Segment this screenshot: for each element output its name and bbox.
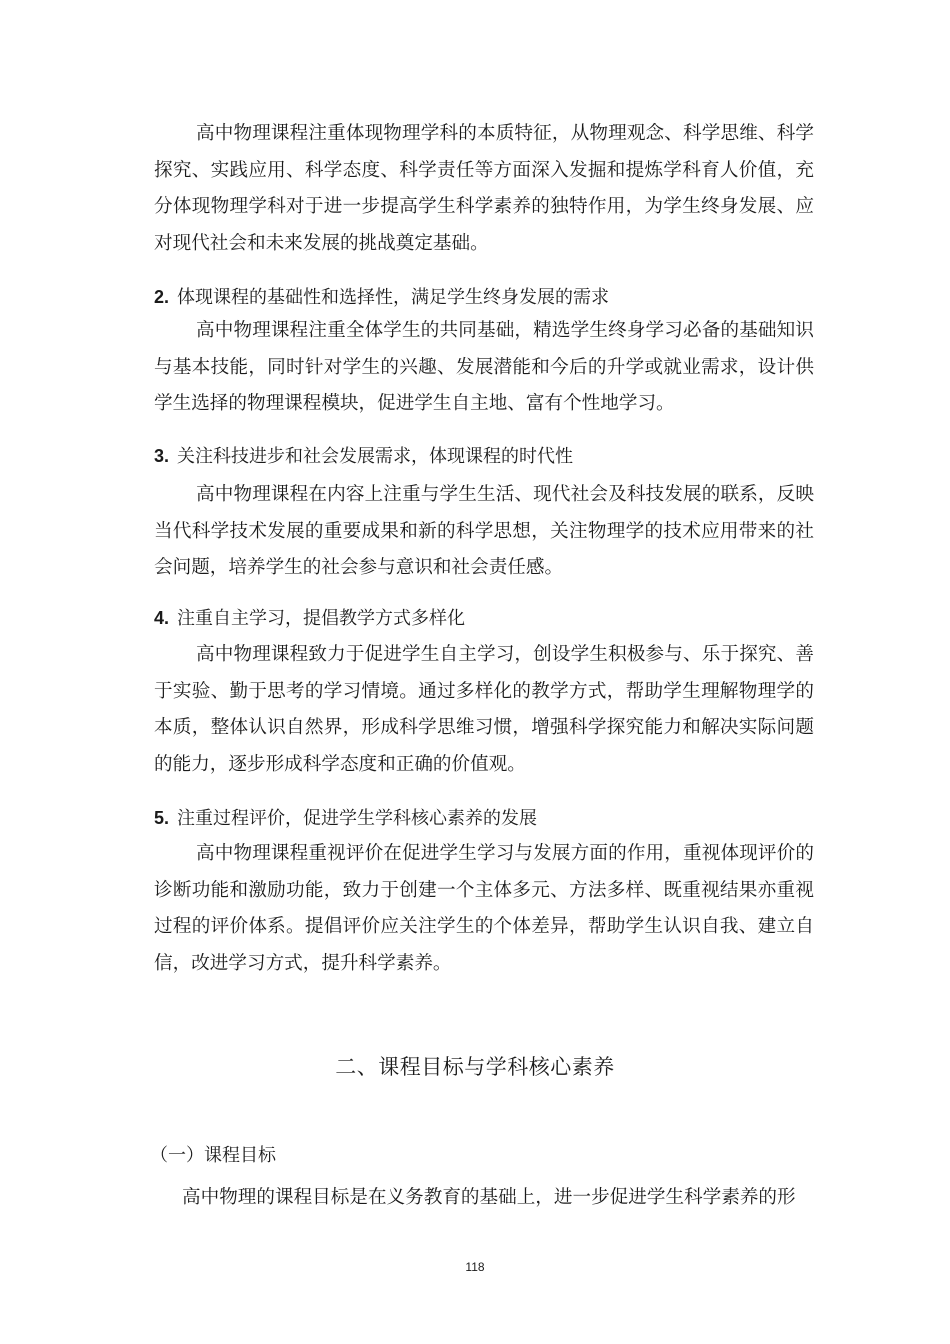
item-heading-text-4: 注重自主学习，提倡教学方式多样化 (177, 608, 466, 629)
item-heading-2 (154, 284, 609, 311)
item-number-4: 4. (154, 608, 170, 628)
item-number-5: 5. (154, 808, 170, 828)
item-paragraph-5: 高中物理课程重视评价在促进学生学习与发展方面的作用，重视体现评价的诊断功能和激励功能，致力于创建一个主体多元、方法多样、既重视结果亦重视过程的评价体系。提倡评价应关注学生的个体差异，帮助学生认识自我、建立自信，改进学习方式，提升科学素养。 (154, 843, 814, 974)
item-heading-text-5: 注重过程评价，促进学生学科核心素养的发展 (177, 808, 538, 829)
item-heading-text-3: 关注科技进步和社会发展需求，体现课程的时代性 (177, 446, 574, 467)
subsection-paragraph: 高中物理的课程目标是在义务教育的基础上，进一步促进学生科学素养的形 (182, 1187, 796, 1208)
page-number: 118 (465, 1260, 485, 1274)
item-heading-3 (154, 443, 573, 470)
item-paragraph-3: 高中物理课程在内容上注重与学生生活、现代社会及科技发展的联系，反映当代科学技术发展的重要成果和新的科学思想，关注物理学的技术应用带来的社会问题，培养学生的社会参与意识和社会责任感。 (154, 484, 814, 578)
subsection-title: （一）课程目标 (150, 1145, 276, 1166)
item-heading-5 (154, 805, 537, 832)
item-number-2: 2. (154, 287, 170, 307)
item-heading-text-2: 体现课程的基础性和选择性，满足学生终身发展的需求 (177, 287, 610, 308)
item-heading-4 (154, 605, 465, 632)
intro-paragraph: 高中物理课程注重体现物理学科的本质特征，从物理观念、科学思维、科学探究、实践应用、科学态度、科学责任等方面深入发掘和提炼学科育人价值，充分体现物理学科对于进一步提高学生科学素养的独特作用，为学生终身发展、应对现代社会和未来发展的挑战奠定基础。 (154, 123, 814, 254)
item-paragraph-4: 高中物理课程致力于促进学生自主学习，创设学生积极参与、乐于探究、善于实验、勤于思考的学习情境。通过多样化的教学方式，帮助学生理解物理学的本质，整体认识自然界，形成科学思维习惯，增强科学探究能力和解决实际问题的能力，逐步形成科学态度和正确的价值观。 (154, 644, 814, 775)
item-number-3: 3. (154, 446, 170, 466)
item-paragraph-2: 高中物理课程注重全体学生的共同基础，精选学生终身学习必备的基础知识与基本技能，同时针对学生的兴趣、发展潜能和今后的升学或就业需求，设计供学生选择的物理课程模块，促进学生自主地、富有个性地学习。 (154, 320, 814, 414)
section-title: 二、课程目标与学科核心素养 (335, 1055, 615, 1079)
